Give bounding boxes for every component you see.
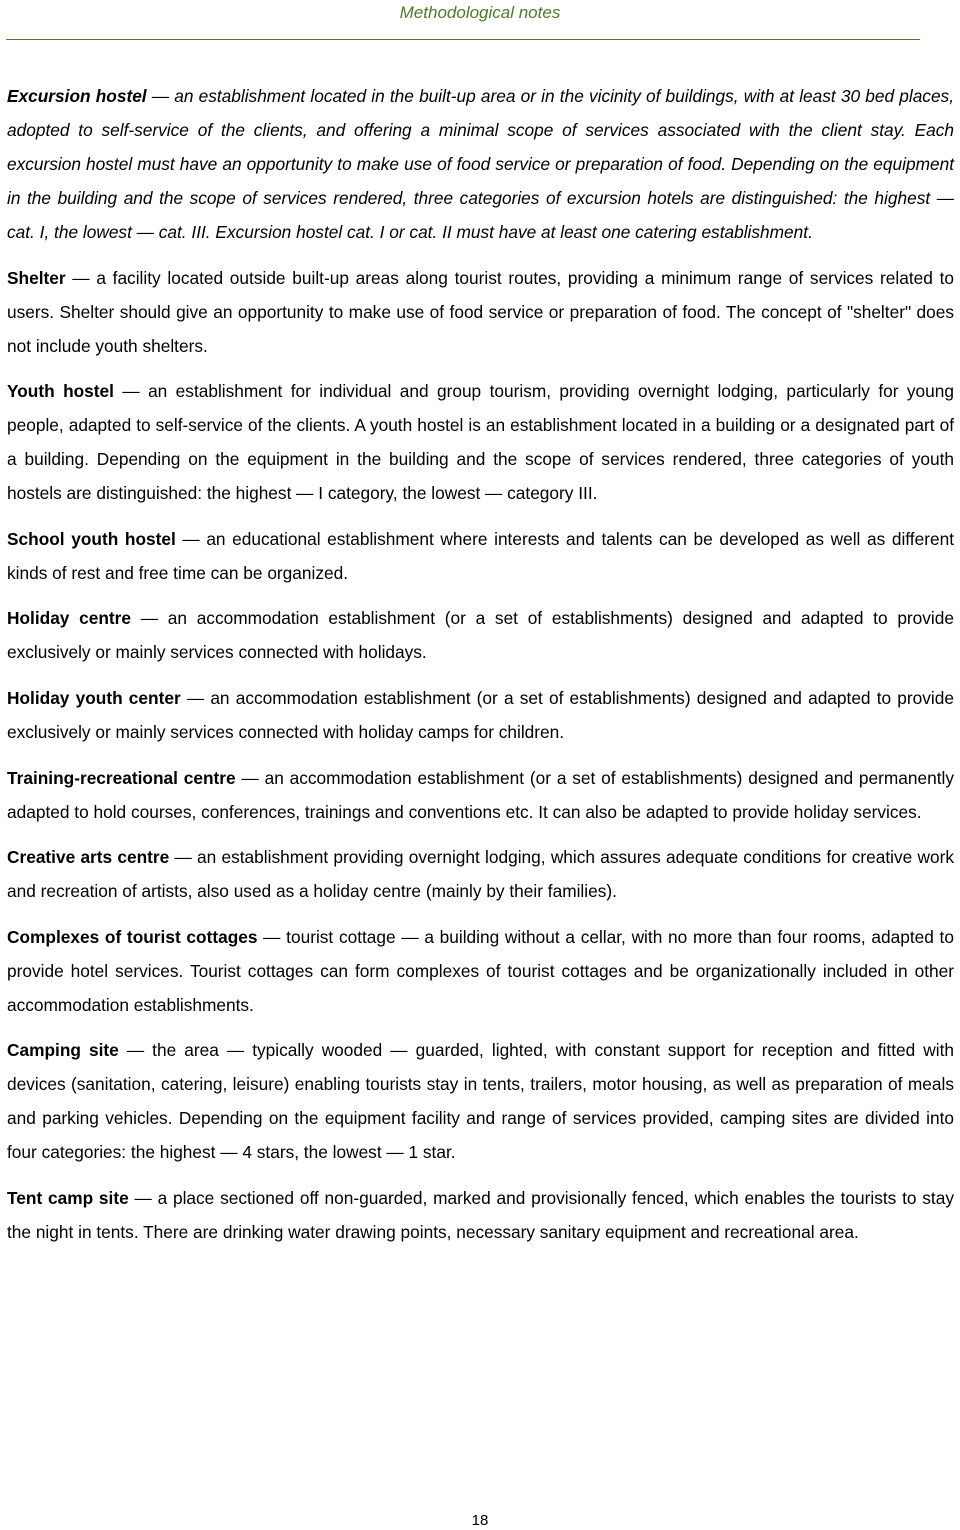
definition-tent-camp-site: a place sectioned off non-guarded, marked and provisionally fenced, which enables the tourists to stay the night in tents. There are drinking water drawing points, necessary sanitary equipment and recreational area.	[7, 1187, 954, 1242]
term-dash: —	[131, 608, 168, 629]
page-number: 18	[471, 1512, 489, 1529]
term-excursion-hostel: Excursion hostel	[7, 86, 147, 106]
entry-school-youth-hostel	[7, 522, 954, 590]
term-dash: —	[257, 926, 287, 947]
running-header-title: Methodological notes	[399, 3, 561, 22]
term-youth-hostel: Youth hostel	[7, 381, 114, 402]
term-complexes-of-tourist-cottages: Complexes of tourist cottages	[7, 926, 258, 947]
entry-excursion-hostel	[7, 79, 954, 249]
definition-shelter: a facility located outside built-up areas along tourist routes, providing a minimum range of services related to users. Shelter should give an opportunity to make use of food service or preparation of food. The concept of "shelter" does not include youth shelters.	[7, 267, 954, 356]
term-dash: —	[65, 267, 97, 288]
definition-school-youth-hostel: an educational establishment where interests and talents can be developed as well as different kinds of rest and free time can be organized.	[7, 528, 954, 583]
term-dash: —	[235, 767, 265, 788]
term-dash: —	[113, 381, 149, 402]
term-tent-camp-site: Tent camp site	[7, 1187, 129, 1208]
definition-creative-arts-centre: an establishment providing overnight lodging, which assures adequate conditions for creative work and recreation of artists, also used as a holiday centre (mainly by their families).	[7, 847, 954, 902]
term-holiday-centre: Holiday centre	[7, 608, 132, 629]
term-creative-arts-centre: Creative arts centre	[7, 847, 170, 868]
term-dash: —	[118, 1040, 153, 1061]
entry-complexes-of-tourist-cottages	[7, 920, 954, 1022]
term-camping-site: Camping site	[7, 1040, 119, 1061]
entry-training-recreational-centre	[7, 761, 954, 829]
definition-camping-site: the area — typically wooded — guarded, lighted, with constant support for reception and fitted with devices (sanitation, catering, leisure) enabling tourists stay in tents, trailers, motor housing, as well as preparation of meals and parking vehicles. Depending on the equipment facility and range of services provided, camping sites are divided into four categories: the highest — 4 stars, the lowest — 1 star.	[7, 1040, 954, 1163]
definition-excursion-hostel: an establishment located in the built-up area or in the vicinity of buildings, with at least 30 bed places, adopted to self-service of the clients, and offering a minimal scope of services associated with the client stay. Each excursion hostel must have an opportunity to make use of food service or preparation of food. Depending on the equipment in the building and the scope of services rendered, three categories of excursion hotels are distinguished: the highest — cat. I, the lowest — cat. III. Excursion hostel cat. I or cat. II must have at least one catering establishment.	[7, 86, 954, 242]
term-training-recreational-centre: Training-recreational centre	[7, 767, 236, 788]
term-school-youth-hostel: School youth hostel	[7, 528, 176, 549]
definition-holiday-centre: an accommodation establishment (or a set of establishments) designed and adapted to provide exclusively or mainly services connected with holidays.	[7, 608, 954, 663]
page-header	[0, 0, 960, 42]
definition-holiday-youth-center: an accommodation establishment (or a set of establishments) designed and adapted to provide exclusively or mainly services connected with holiday camps for children.	[7, 687, 954, 742]
definition-training-recreational-centre: an accommodation establishment (or a set of establishments) designed and permanently adapted to hold courses, conferences, trainings and conventions etc. It can also be adapted to provide holiday services.	[7, 767, 954, 822]
header-divider	[6, 39, 920, 40]
term-holiday-youth-center: Holiday youth center	[7, 687, 181, 708]
entry-holiday-centre	[7, 601, 954, 669]
definition-youth-hostel: an establishment for individual and group tourism, providing overnight lodging, particularly for young people, adapted to self-service of the clients. A youth hostel is an establishment located in a building or a designated part of a building. Depending on the equipment in the building and the scope of services rendered, three categories of youth hostels are distinguished: the highest — I category, the lowest — category III.	[7, 381, 955, 504]
definitions-list	[7, 79, 954, 1261]
term-dash: —	[175, 528, 207, 549]
entry-tent-camp-site	[7, 1181, 954, 1249]
term-dash: —	[128, 1187, 158, 1208]
entry-shelter	[7, 261, 954, 363]
term-dash: —	[169, 847, 198, 868]
entry-youth-hostel	[7, 374, 954, 510]
entry-camping-site	[7, 1033, 954, 1169]
entry-holiday-youth-center	[7, 681, 954, 749]
term-dash: —	[180, 687, 211, 708]
term-dash: —	[146, 86, 175, 106]
term-shelter: Shelter	[7, 267, 66, 288]
entry-creative-arts-centre	[7, 840, 954, 908]
definition-complexes-of-tourist-cottages: tourist cottage — a building without a cellar, with no more than four rooms, adapted to provide hotel services. Tourist cottages can form complexes of tourist cottages and be organizationally included in other accommodation establishments.	[7, 926, 954, 1015]
